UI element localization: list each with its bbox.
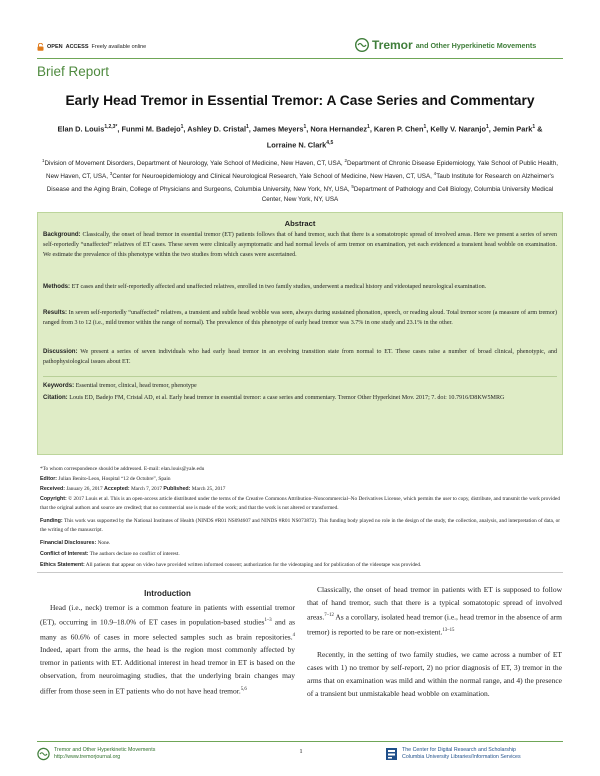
abstract-discussion bbox=[43, 347, 557, 367]
author-affiliation-sup: 4,5 bbox=[326, 140, 334, 147]
open-access-label: ACCESS bbox=[65, 44, 89, 50]
ethics-text: All patients that appear on video have provided written informed consent; authorization for the videotaping and for publication of the videotape was provided. bbox=[85, 562, 422, 568]
author-affiliation-sup: 1 bbox=[303, 124, 307, 130]
abstract-methods-label: Methods: bbox=[43, 283, 71, 290]
right-p1-text-b: As a corollary, isolated head tremor (i.e., head tremor in the absence of arm tremor) is reported to be rare or non-existent. bbox=[307, 612, 562, 637]
author-affiliation-sup: 1 bbox=[246, 124, 249, 130]
journal-footer-logo-icon bbox=[37, 747, 50, 761]
author-name: Funmi M. Badejo bbox=[121, 124, 181, 134]
author-affiliation-sup: 1 bbox=[485, 124, 489, 130]
author-list: Elan D. Louis$^{1,2,3*}$, Funmi M. Badejo$^1$, Ashley D. Cristal$^1$, James Meyers$^1$, Nora Hernandez$^1$, Karen P. Chen$^1$, Kelly V. Naranjo$^1$, Jemin Park$^1$ & Lorraine N. Clark$^{4,5}$ bbox=[57, 124, 543, 150]
intro-paragraph-2 bbox=[307, 583, 562, 638]
abstract-keywords bbox=[43, 381, 557, 391]
dates-note bbox=[40, 485, 560, 494]
abstract-divider bbox=[43, 376, 557, 377]
ref-sup[interactable]: 5,6 bbox=[240, 686, 247, 692]
abstract-background bbox=[43, 230, 557, 260]
author-affiliation-sup: 1 bbox=[367, 124, 370, 130]
published-label: Published: bbox=[163, 486, 191, 492]
ref-sup[interactable]: 13–15 bbox=[442, 627, 455, 633]
abstract-heading: Abstract bbox=[284, 219, 316, 228]
received-text: January 26, 2017 bbox=[66, 486, 103, 492]
affiliation-text: Department of Pathology and Cell Biology, Columbia University Medical Center, New York, NY, USA bbox=[261, 185, 554, 203]
footer-center-name: The Center for Digital Research and Scholarship bbox=[402, 747, 516, 753]
article-title: Early Head Tremor in Essential Tremor: A Case Series and Commentary bbox=[65, 93, 535, 108]
editor-text: Julian Benito-Leon, Hospital “12 de Octubre”, Spain bbox=[58, 476, 171, 482]
journal-brand bbox=[355, 38, 536, 52]
article-type: Brief Report bbox=[37, 64, 110, 79]
conflict-note bbox=[40, 550, 560, 559]
funding-note bbox=[40, 517, 560, 535]
abstract-results-text: In seven self-reportedly “unaffected” relatives, a transient and subtle head wobble was seen, always during sustained phonation, speech, or reading aloud. Total tremor score (a measure of arm tremor) ranged from 3 to 12 (i.e., mild tremor within the range of normal). The prevalence of this phenotype of early head tremor was 3.7% in one study and 23.1% in the other. bbox=[43, 310, 557, 326]
abstract-background-text: Classically, the onset of head tremor in essential tremor (ET) patients follows that of hand tremor, such that there is a somatotropic spread of involved areas. Here we present a series of seven self-reportedly “unaffected” relatives of ET cases. These seven were clinically asymptomatic and had normal levels of arm tremor on examination, yet each evidenced a transient head wobble on examination. We estimate the prevalence of this phenotype within the two studies from which cases were ascertained. bbox=[43, 232, 557, 258]
open-lock-icon bbox=[37, 43, 44, 51]
introduction-heading: Introduction bbox=[144, 589, 191, 598]
citation-text[interactable]: Louis ED, Badejo FM, Cristal AD, et al. Early head tremor in essential tremor: a case series and commentary. Tremor Other Hyperkinet Mov. 2017; 7. doi: 10.7916/D8KW5MRG bbox=[69, 395, 505, 401]
accepted-text: March 7, 2017 bbox=[130, 486, 163, 492]
editor-note bbox=[40, 475, 560, 484]
copyright-label: Copyright: bbox=[40, 496, 67, 502]
open-access-suffix: Freely available online bbox=[91, 44, 147, 50]
ref-sup[interactable]: 7–12 bbox=[324, 613, 334, 619]
abstract-background-label: Background: bbox=[43, 231, 81, 238]
author-name: Lorraine N. Clark bbox=[266, 140, 327, 150]
disclosures-text: None. bbox=[97, 540, 111, 546]
funding-label: Funding: bbox=[40, 518, 63, 524]
copyright-note bbox=[40, 495, 560, 513]
intro-paragraph-3: Recently, in the setting of two family studies, we came across a number of ET cases with 1) no tremor by self-report, 2) no prior diagnosis of ET, 3) tremor in the arms that on examination was mild and within the normal range, and 4) the presence of a transient but unmistakable head wobble on examination. bbox=[307, 650, 562, 699]
editor-label: Editor: bbox=[40, 476, 58, 482]
copyright-text: © 2017 Louis et al. This is an open-access article distributed under the terms of the Creative Commons Attribution–Noncommercial–No Derivatives License, which permits the user to copy, distribute, and transmit the work provided that the original authors and source are credited; that no commercial use is made of the work; and that the work is not altered or transformed. bbox=[40, 496, 561, 511]
author-affiliation-sup: 1,2,3* bbox=[104, 124, 118, 130]
affiliation-text: Center for Neuroepidemiology and Clinical Neurological Research, Yale School of Medicine, New Haven, CT, USA, bbox=[112, 172, 434, 180]
right-p1-text-a: Classically, the onset of head tremor in patients with ET is supposed to follow that of hand tremor, such that there is a typical somatotopic spread of involved areas. bbox=[307, 585, 562, 622]
affiliation-sup: 5 bbox=[351, 183, 354, 189]
keywords-label: Keywords: bbox=[43, 382, 75, 389]
accepted-label: Accepted: bbox=[104, 486, 130, 492]
intro-p1-text-c: Indeed, apart from the arms, the head is the region most commonly affected by tremor in patients with ET. Additional interest in head tremor in ET is based on the observation, from neuroimaging studies, that the underlying brain changes may differ from those seen in ET patients who do not have head tremor. bbox=[40, 645, 295, 696]
author-name: Jemin Park bbox=[492, 124, 533, 134]
author-name: James Meyers bbox=[252, 124, 304, 134]
author-name: Elan D. Louis bbox=[57, 124, 105, 134]
affiliation-text: Taub Institute for Research on Alzheimer's Disease and the Aging Brain, College of Physicians and Surgeons, Columbia University, New York, NY, USA, bbox=[46, 172, 554, 193]
affiliation-sup: 4 bbox=[433, 170, 437, 176]
correspondence-note: *To whom correspondence should be addressed. E-mail: elan.louis@yale.edu bbox=[40, 466, 205, 472]
footer-journal bbox=[37, 747, 155, 762]
abstract-citation bbox=[43, 393, 557, 403]
author-name: Ashley D. Cristal bbox=[187, 124, 247, 134]
front-matter-divider bbox=[37, 572, 563, 573]
author-name: Karen P. Chen bbox=[373, 124, 424, 134]
keywords-text: Essential tremor, clinical, head tremor, phenotype bbox=[75, 383, 197, 389]
conflict-label: Conflict of Interest: bbox=[40, 551, 89, 557]
abstract-results bbox=[43, 308, 557, 328]
abstract-discussion-text: We present a series of seven individuals who had early head tremor in an evolving transition state from normal to ET. These cases raise a number of broad clinical, phenotypic, and pathophysiological issues about ET. bbox=[43, 349, 557, 365]
affiliation-sup: 3 bbox=[109, 170, 113, 176]
author-name: Kelly V. Naranjo bbox=[430, 124, 486, 134]
footer-divider bbox=[37, 741, 563, 742]
footer-center-org: Columbia University Libraries/Information Services bbox=[402, 754, 521, 761]
cdrs-logo-icon bbox=[385, 747, 398, 761]
ref-sup[interactable]: 4 bbox=[292, 632, 295, 638]
intro-paragraph-1 bbox=[40, 601, 295, 697]
page-number: 1 bbox=[299, 748, 303, 755]
ref-sup[interactable]: 1–3 bbox=[264, 618, 272, 624]
received-label: Received: bbox=[40, 486, 66, 492]
author-affiliation-sup: 1 bbox=[423, 124, 427, 130]
abstract-results-label: Results: bbox=[43, 309, 68, 316]
open-access-prefix: OPEN bbox=[47, 44, 63, 50]
author-affiliation-sup: 1 bbox=[180, 124, 184, 130]
funding-text: This work was supported by the National Institutes of Health (NINDS #R01 NS094607 and NINDS #R01 NS073872). This funding body played no role in the design of the study, the collection, analysis, and interpretation of data, or the writing of the manuscript. bbox=[40, 518, 560, 533]
disclosures-note bbox=[40, 539, 560, 548]
author-affiliation-sup: 1 bbox=[532, 124, 536, 130]
conflict-text: The authors declare no conflict of interest. bbox=[89, 551, 180, 557]
citation-label: Citation: bbox=[43, 394, 68, 401]
ethics-label: Ethics Statement: bbox=[40, 562, 85, 568]
affiliation-sup: 2 bbox=[344, 158, 347, 163]
journal-name-short: Tremor bbox=[372, 38, 413, 52]
footer-journal-name: Tremor and Other Hyperkinetic Movements bbox=[54, 747, 156, 753]
author-name: Nora Hernandez bbox=[310, 124, 368, 134]
open-access-badge bbox=[37, 43, 146, 51]
published-text: March 25, 2017 bbox=[191, 486, 226, 492]
affiliation-text: Department of Chronic Disease Epidemiology, Yale School of Public Health, New Haven, CT, USA, bbox=[46, 160, 559, 180]
footer-journal-url[interactable]: http://www.tremorjournal.org bbox=[54, 754, 121, 761]
affiliation-list bbox=[40, 156, 560, 204]
header-divider bbox=[37, 58, 563, 59]
journal-name-rest: and Other Hyperkinetic Movements bbox=[415, 40, 537, 50]
intro-p1-text-b: and as many as 60.6% of cases in more selected samples such as brain repositories. bbox=[40, 617, 295, 642]
ethics-note bbox=[40, 561, 560, 570]
journal-logo-icon bbox=[355, 38, 369, 52]
abstract-discussion-label: Discussion: bbox=[43, 348, 78, 355]
footer-publisher bbox=[385, 747, 521, 762]
disclosures-label: Financial Disclosures: bbox=[40, 540, 97, 546]
affiliation-sup: 1 bbox=[41, 158, 45, 163]
abstract-methods bbox=[43, 282, 557, 292]
abstract-methods-text: ET cases and their self-reportedly affected and unaffected relatives, enrolled in two family studies, underwent a medical history and videotaped neurological examination. bbox=[71, 284, 487, 290]
intro-p1-text-a: Head (i.e., neck) tremor is a common feature in patients with essential tremor (ET), occurring in 10.9–18.0% of ET cases in population-based studies bbox=[40, 603, 295, 627]
affiliation-text: Division of Movement Disorders, Department of Neurology, Yale School of Medicine, New Haven, CT, USA, bbox=[44, 160, 345, 168]
